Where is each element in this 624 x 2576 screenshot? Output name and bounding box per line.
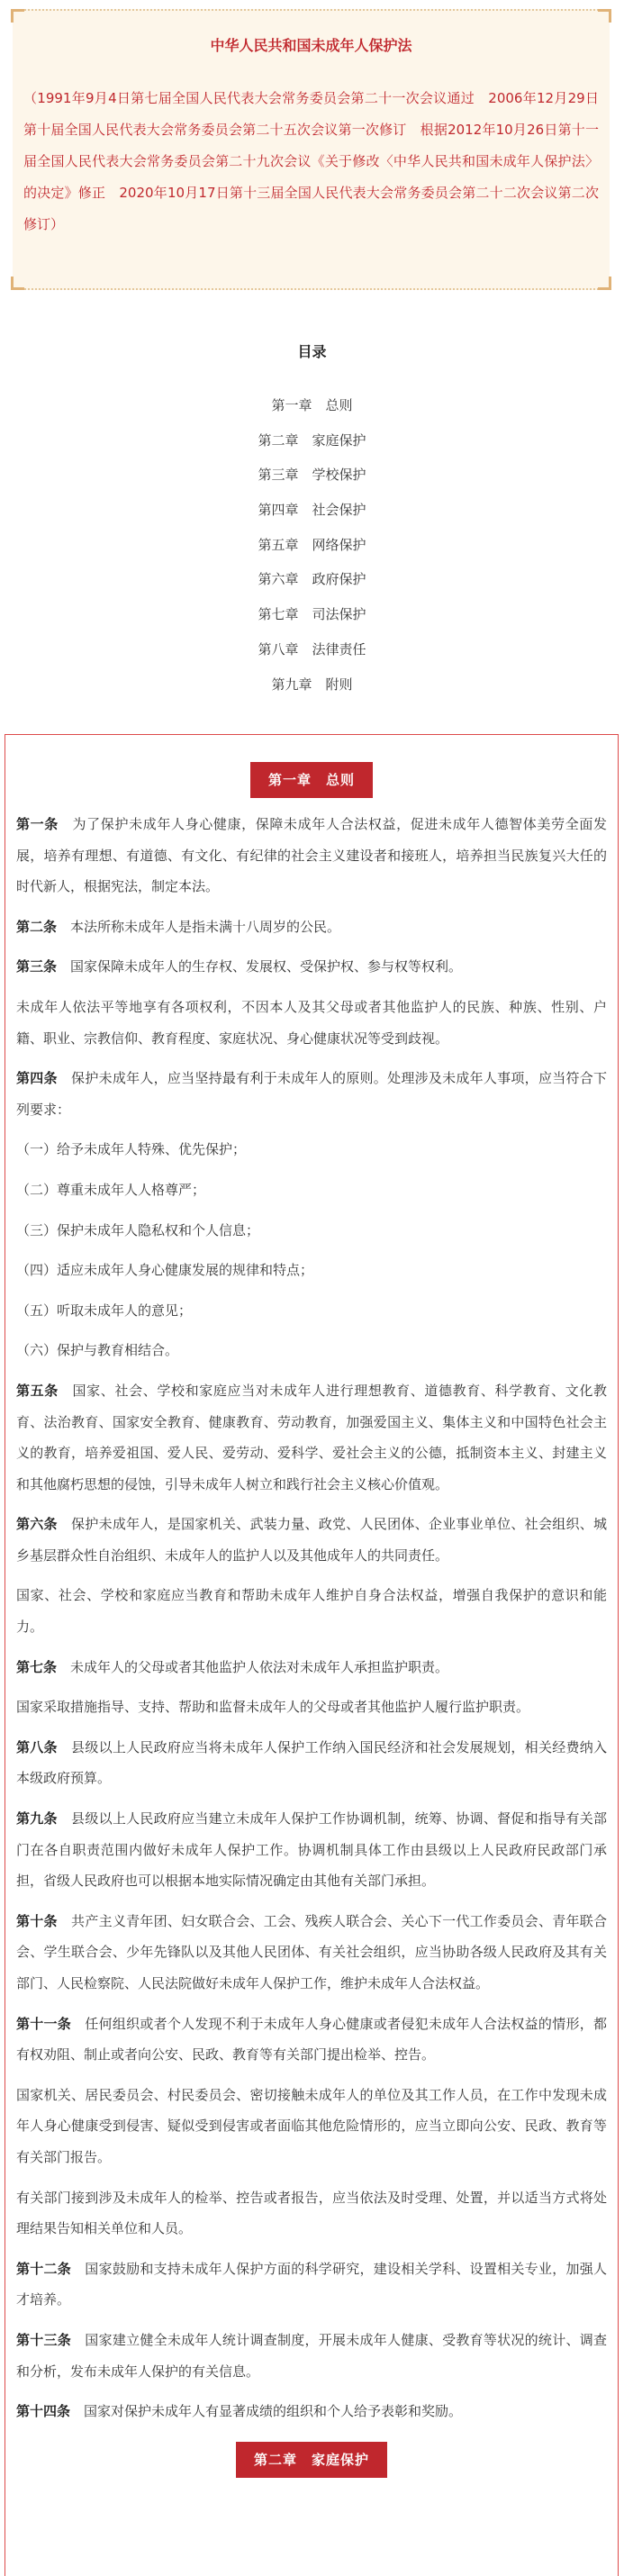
article-paragraph: [16, 1803, 607, 1897]
article-text: （二）尊重未成年人人格尊严；: [16, 1181, 206, 1198]
toc-item-chapter-8[interactable]: 第八章 法律责任: [258, 640, 366, 658]
article-text: 国家建立健全未成年人统计调查制度，开展未成年人健康、受教育等状况的统计、调查和分析，发布未成年人保护的有关信息。: [16, 2331, 607, 2380]
law-content-box: [5, 734, 619, 2576]
article-paragraph: [16, 1652, 607, 1683]
article-paragraph: [16, 1509, 607, 1571]
toc-item-chapter-3[interactable]: 第三章 学校保护: [258, 467, 366, 484]
article-number: 第八条: [16, 1738, 58, 1755]
article-continuation-paragraph: [16, 2080, 607, 2173]
article-text: 未成年人依法平等地享有各项权利，不因本人及其父母或者其他监护人的民族、种族、性别、户籍、职业、宗教信仰、教育程度、家庭状况、身心健康状况等受到歧视。: [16, 998, 607, 1047]
article-number: 第六条: [16, 1516, 58, 1533]
article-continuation-paragraph: [16, 1134, 607, 1166]
toc-item-chapter-6[interactable]: 第六章 政府保护: [258, 571, 366, 588]
article-text: 国家、社会、学校和家庭应当对未成年人进行理想教育、道德教育、科学教育、文化教育、法治教育、国家安全教育、健康教育、劳动教育，加强爱国主义、集体主义和中国特色社会主义的教育，培养爱祖国、爱人民、爱劳动、爱科学、爱社会主义的公德，抵制资本主义、封建主义和其他腐朽思想的侵蚀，引导未成年人树立和践行社会主义核心价值观。: [16, 1382, 607, 1492]
article-continuation-paragraph: [16, 1580, 607, 1642]
article-text: （一）给予未成年人特殊、优先保护；: [16, 1141, 247, 1158]
chapter-2-heading: 第二章 家庭保护: [236, 2442, 387, 2478]
article-paragraph: [16, 2009, 607, 2071]
toc-item-chapter-4[interactable]: 第四章 社会保护: [258, 502, 366, 519]
article-number: 第二条: [16, 918, 58, 935]
article-text: 国家鼓励和支持未成年人保护方面的科学研究，建设相关学科、设置相关专业，加强人才培养。: [16, 2260, 607, 2308]
law-header-box: [13, 9, 610, 290]
article-text: 保护未成年人，是国家机关、武装力量、政党、人民团体、企业事业单位、社会组织、城乡基层群众性自治组织、未成年人的监护人以及其他成年人的共同责任。: [16, 1516, 607, 1564]
article-text: 为了保护未成年人身心健康，保障未成年人合法权益，促进未成年人德智体美劳全面发展，培养有理想、有道德、有文化、有纪律的社会主义建设者和接班人，培养担当民族复兴大任的时代新人，根据宪法，制定本法。: [16, 816, 607, 895]
article-text: 国家保障未成年人的生存权、发展权、受保护权、参与权等权利。: [57, 958, 463, 975]
article-number: 第九条: [16, 1810, 58, 1828]
article-text: （四）适应未成年人身心健康发展的规律和特点；: [16, 1262, 314, 1279]
article-paragraph: [16, 2254, 607, 2316]
toc-item-chapter-1[interactable]: 第一章 总则: [271, 397, 353, 413]
article-text: （五）听取未成年人的意见；: [16, 1302, 193, 1319]
toc-title: 目录: [297, 343, 327, 360]
article-text: 未成年人的父母或者其他监护人依法对未成年人承担监护职责。: [57, 1658, 449, 1675]
article-text: 国家采取措施指导、支持、帮助和监督未成年人的父母或者其他监护人履行监护职责。: [16, 1699, 530, 1716]
article-continuation-paragraph: [16, 1335, 607, 1366]
article-continuation-paragraph: [16, 992, 607, 1054]
article-text: （三）保护未成年人隐私权和个人信息；: [16, 1221, 260, 1238]
article-text: 共产主义青年团、妇女联合会、工会、残疾人联合会、关心下一代工作委员会、青年联合会、学生联合会、少年先锋队以及其他人民团体、有关社会组织，应当协助各级人民政府及其有关部门、人民检察院、人民法院做好未成年人保护工作，维护未成年人合法权益。: [16, 1912, 607, 1991]
article-continuation-paragraph: [16, 1215, 607, 1247]
toc-list: [0, 396, 624, 694]
article-text: （六）保护与教育相结合。: [16, 1342, 179, 1359]
article-number: 第十三条: [16, 2331, 72, 2348]
article-continuation-paragraph: [16, 1295, 607, 1327]
article-text: 本法所称未成年人是指未满十八周岁的公民。: [57, 918, 341, 935]
law-revision-history: （1991年9月4日第七届全国人民代表大会常务委员会第二十一次会议通过 2006年12月29日第十届全国人民代表大会常务委员会第二十五次会议第一次修订 根据2012年10月26日第十一届全国人民代表大会常务委员会第二十九次会议《关于修改〈中华人民共和国未成年人保护法〉的决定》修正 2020年10月17日第十三届全国人民代表大会常务委员会第二十二次会议第二次修订）: [23, 90, 599, 232]
toc-item-chapter-2[interactable]: 第二章 家庭保护: [258, 431, 366, 449]
article-number: 第三条: [16, 958, 58, 975]
article-paragraph: [16, 1375, 607, 1500]
article-number: 第十一条: [16, 2015, 72, 2032]
table-of-contents: [0, 342, 624, 710]
toc-item-chapter-9[interactable]: 第九章 附则: [271, 676, 353, 693]
chapter-1-articles: [5, 809, 618, 2427]
article-text: 国家机关、居民委员会、村民委员会、密切接触未成年人的单位及其工作人员，在工作中发现未成年人身心健康受到侵害、疑似受到侵害或者面临其他危险情形的，应当立即向公安、民政、教育等有关部门报告。: [16, 2086, 607, 2165]
article-text: 国家、社会、学校和家庭应当教育和帮助未成年人维护自身合法权益，增强自我保护的意识和能力。: [16, 1587, 607, 1636]
corner-ornament: [11, 277, 24, 290]
article-number: 第四条: [16, 1070, 58, 1087]
article-number: 第一条: [16, 816, 59, 832]
article-text: 保护未成年人，应当坚持最有利于未成年人的原则。处理涉及未成年人事项，应当符合下列要求：: [16, 1070, 607, 1118]
article-number: 第十四条: [16, 2403, 71, 2420]
article-paragraph: [16, 1063, 607, 1125]
article-number: 第十条: [16, 1912, 58, 1929]
toc-item-chapter-5[interactable]: 第五章 网络保护: [258, 536, 366, 553]
corner-ornament: [598, 9, 611, 23]
article-text: 县级以上人民政府应当建立未成年人保护工作协调机制，统筹、协调、督促和指导有关部门在各自职责范围内做好未成年人保护工作。协调机制具体工作由县级以上人民政府民政部门承担，省级人民政府也可以根据本地实际情况确定由其他有关部门承担。: [16, 1810, 607, 1890]
corner-ornament: [598, 277, 611, 290]
article-paragraph: [16, 1906, 607, 2000]
article-continuation-paragraph: [16, 1692, 607, 1723]
article-paragraph: [16, 809, 607, 903]
article-number: 第十二条: [16, 2260, 72, 2277]
article-continuation-paragraph: [16, 2182, 607, 2245]
article-text: 任何组织或者个人发现不利于未成年人身心健康或者侵犯未成年人合法权益的情形，都有权劝阻、制止或者向公安、民政、教育等有关部门提出检举、控告。: [16, 2015, 607, 2064]
article-number: 第七条: [16, 1658, 58, 1675]
article-number: 第五条: [16, 1382, 59, 1399]
article-paragraph: [16, 2396, 607, 2427]
article-paragraph: [16, 912, 607, 943]
article-continuation-paragraph: [16, 1255, 607, 1286]
article-continuation-paragraph: [16, 1175, 607, 1206]
article-text: 县级以上人民政府应当将未成年人保护工作纳入国民经济和社会发展规划，相关经费纳入本级政府预算。: [16, 1738, 607, 1787]
article-text: 有关部门接到涉及未成年人的检举、控告或者报告，应当依法及时受理、处置，并以适当方式将处理结果告知相关单位和人员。: [16, 2189, 607, 2237]
article-paragraph: [16, 1732, 607, 1794]
chapter-1-heading: 第一章 总则: [250, 762, 373, 798]
toc-item-chapter-7[interactable]: 第七章 司法保护: [258, 606, 366, 623]
article-paragraph: [16, 951, 607, 983]
article-paragraph: [16, 2325, 607, 2387]
law-title: 中华人民共和国未成年人保护法: [210, 37, 412, 54]
corner-ornament: [11, 9, 24, 23]
article-text: 国家对保护未成年人有显著成绩的组织和个人给予表彰和奖励。: [70, 2403, 463, 2420]
